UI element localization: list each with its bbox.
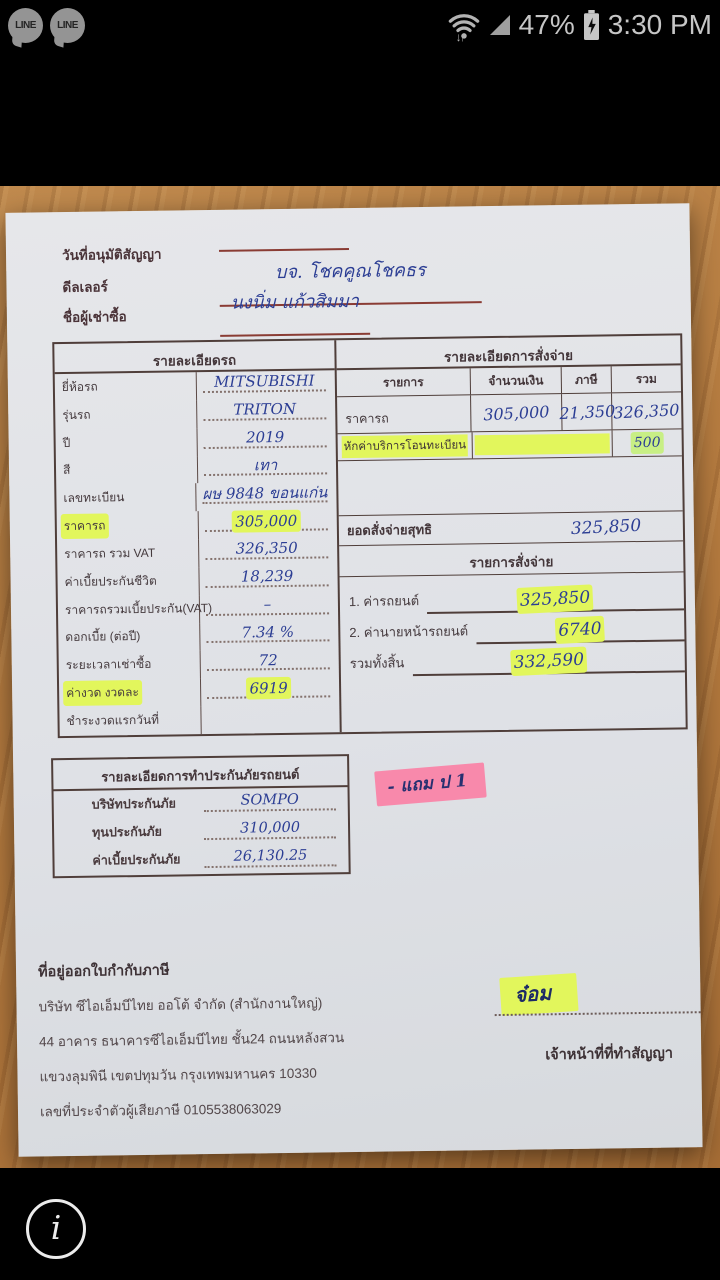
row-label: ชำระงวดแรกวันที่ (59, 706, 201, 736)
disbursement-item (349, 579, 684, 615)
officer-signed-name: จ๋อม (499, 973, 578, 1016)
row-value: MITSUBISHI (213, 371, 315, 392)
item-value: 6740 (558, 618, 603, 641)
row-value: 26,130.25 (233, 847, 308, 865)
net-value: 325,850 (570, 515, 642, 539)
table-row (58, 621, 338, 653)
approval-date-line (219, 248, 349, 252)
table-row (59, 676, 339, 708)
row-value: TRITON (233, 399, 297, 419)
buyer-line (220, 290, 370, 337)
row-label: ราคารถ (57, 511, 199, 541)
insurance-row (54, 815, 348, 847)
row-value: 305,000 (235, 511, 298, 531)
row-label: เลขทะเบียน (56, 484, 196, 514)
line-notification-icon (50, 8, 85, 43)
row-value: – (263, 595, 272, 614)
column-header: รวม (635, 371, 657, 386)
row-value: 18,239 (240, 567, 294, 586)
buyer-handwritten-value: นงนิ่ม แก้วสิมมา (230, 290, 360, 314)
table-row (58, 593, 338, 625)
wifi-icon (447, 10, 481, 44)
main-table (52, 333, 687, 738)
disbursement-item (349, 610, 684, 646)
cellular-signal-icon (488, 13, 512, 37)
row-value: เทา (253, 455, 278, 475)
item-label: 1. ค่ารถยนต์ (348, 593, 420, 610)
row-label: บริษัทประกันภัย (91, 796, 176, 812)
table-row (56, 454, 336, 486)
row-label: ค่าเบี้ยประกันชีวิต (57, 567, 199, 597)
info-button[interactable] (26, 1199, 86, 1259)
address-line: 44 อาคาร ธนาคารซีไอเอ็มบีไทย ชั้น24 ถนนหลังสวน (38, 1030, 345, 1050)
row-label: ราคารถรวมเบี้ยประกัน(VAT) (58, 595, 200, 625)
approval-date-label: วันที่อนุมัติสัญญา (61, 246, 162, 264)
clock: 3:30 PM (607, 9, 712, 40)
document-photo[interactable] (0, 186, 720, 1168)
highlighted-empty-cell (472, 430, 613, 458)
table-row (59, 704, 339, 736)
tax-value: 21,350 (558, 400, 616, 423)
dealer-handwritten-value: บจ. โชคคูณโชคธร (274, 259, 426, 284)
insurance-table (51, 754, 351, 878)
car-price-row (337, 392, 681, 434)
line-notification-icon (8, 8, 43, 43)
buyer-label: ชื่อผู้เช่าซื้อ (62, 309, 127, 326)
row-value: 310,000 (239, 819, 301, 837)
row-label: ยี่ห้อรถ (55, 372, 197, 402)
total-value: 326,350 (613, 399, 681, 422)
row-label: ค่าเบี้ยประกันภัย (92, 852, 181, 868)
row-label: ดอกเบี้ย (ต่อปี) (58, 623, 200, 653)
car-details-panel (54, 340, 341, 736)
item-value: 325,850 (519, 587, 592, 611)
column-header: ภาษี (562, 366, 612, 393)
contract-paper (5, 203, 702, 1156)
row-value: 326,350 (235, 539, 298, 559)
row-label: ราคารถ (337, 395, 471, 433)
officer-label: เจ้าหน้าที่ที่ทำสัญญา (545, 1045, 674, 1064)
table-row (57, 509, 337, 541)
tax-address-block (38, 956, 346, 1135)
disbursement-total (350, 641, 685, 677)
row-value: 6919 (249, 678, 288, 698)
payment-details-title: รายละเอียดการสั่งจ่าย (336, 335, 680, 370)
table-row (55, 398, 335, 430)
status-bar (0, 0, 720, 50)
address-line: เลขที่ประจำตัวผู้เสียภาษี 0105538063029 (39, 1101, 282, 1120)
column-header: จำนวนเงิน (471, 367, 562, 394)
address-line: บริษัท ซีไอเอ็มบีไทย ออโต้ จำกัด (สำนักงานใหญ่) (38, 995, 323, 1015)
item-value: 332,590 (512, 649, 585, 673)
row-label: รุ่นรถ (55, 400, 197, 430)
pink-highlight-note (374, 762, 486, 806)
notification-icons (8, 8, 85, 43)
row-label: ปี (55, 428, 197, 458)
line-badge-label: LINE (57, 19, 78, 31)
battery-charging-icon (582, 10, 601, 40)
item-label: รวมทั้งสิ้น (349, 655, 405, 672)
address-line: แขวงลุมพินี เขตปทุมวัน กรุงเทพมหานคร 10330 (39, 1065, 317, 1085)
item-label: 2. ค่านายหน้ารถยนต์ (349, 623, 469, 641)
wifi-traffic-arrows-icon: ↓↑ (455, 30, 464, 44)
table-row (57, 565, 337, 597)
address-title: ที่อยู่ออกใบกำกับภาษี (37, 962, 170, 981)
row-label: ค่างวด งวดละ (59, 678, 201, 708)
table-row (57, 537, 337, 569)
row-label: ยอดสั่งจ่ายสุทธิ (346, 521, 433, 539)
row-value: 7.34 % (241, 622, 295, 642)
table-row (55, 370, 335, 402)
insurance-row (54, 843, 348, 875)
row-value: 72 (258, 650, 278, 670)
note-text: - แถม ป 1 (386, 770, 469, 798)
table-row (55, 426, 335, 458)
row-label: ทุนประกันภัย (92, 824, 163, 840)
net-payment-row (339, 510, 683, 546)
row-label: ราคารถ รวม VAT (57, 539, 199, 569)
column-header: รายการ (337, 368, 471, 396)
info-icon: i (50, 1207, 62, 1247)
status-indicators (447, 9, 712, 44)
car-details-title: รายละเอียดรถ (54, 340, 334, 374)
row-value: ผษ 9848 ขอนแก่น (202, 483, 328, 503)
row-label: หักค่าบริการโอนทะเบียน (344, 436, 467, 456)
empty-space (338, 456, 683, 515)
battery-percent: 47% (518, 9, 575, 40)
dealer-label: ดีลเลอร์ (62, 279, 108, 296)
deduction-value: 500 (633, 434, 661, 452)
amount-value: 305,000 (482, 401, 550, 424)
row-value: 2019 (245, 427, 285, 447)
table-row (59, 649, 339, 681)
row-label: สี (56, 456, 198, 486)
insurance-title: รายละเอียดการทำประกันภัยรถยนต์ (53, 756, 347, 791)
line-badge-label: LINE (15, 19, 36, 31)
disbursement-title: รายการสั่งจ่าย (339, 541, 683, 577)
payment-details-panel (336, 335, 685, 732)
row-label: ระยะเวลาเช่าซื้อ (59, 651, 201, 681)
table-row (56, 482, 336, 514)
insurance-row (54, 787, 348, 819)
row-value: SOMPO (240, 791, 299, 809)
